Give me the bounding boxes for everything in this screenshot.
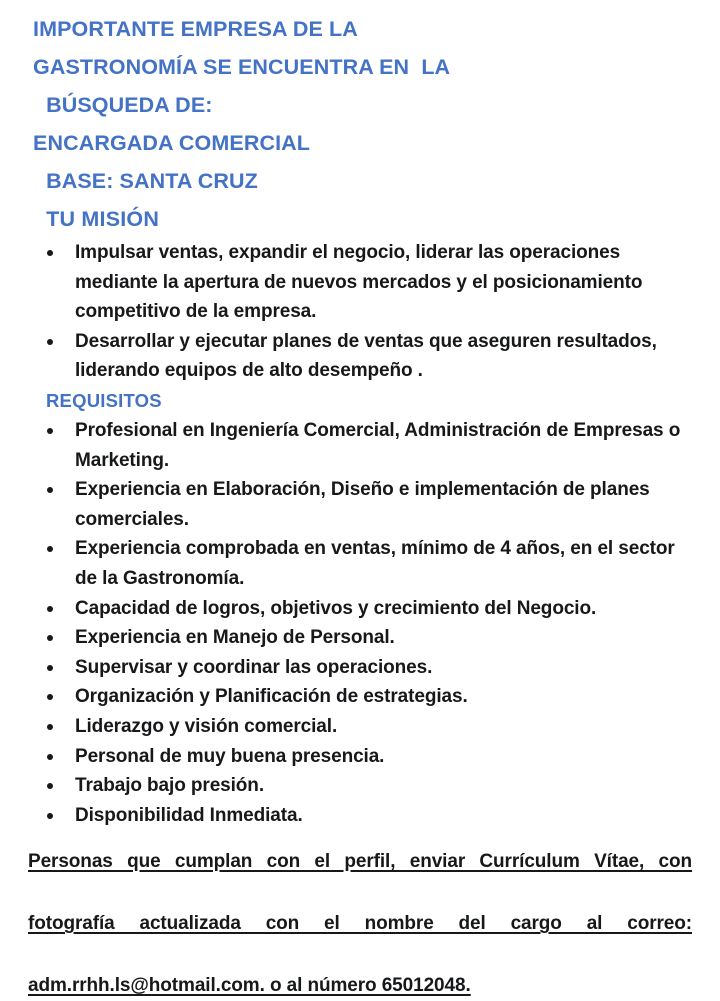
list-item-text: Desarrollar y ejecutar planes de ventas que aseguren resultados, liderando equipos de alto desempeño . xyxy=(75,330,657,382)
requirements-heading: REQUISITOS xyxy=(46,389,162,411)
list-item-text: Organización y Planificación de estrategias. xyxy=(75,686,468,708)
list-item-text: Experiencia en Elaboración, Diseño e implementación de planes comerciales. xyxy=(75,479,650,530)
list-item xyxy=(0,742,720,772)
bullet-dot-icon xyxy=(47,665,53,671)
list-item xyxy=(0,594,720,624)
list-item-text: Experiencia en Manejo de Personal. xyxy=(75,627,395,649)
list-item xyxy=(0,623,720,653)
list-item xyxy=(0,416,720,475)
list-item-text: Capacidad de logros, objetivos y crecimiento del Negocio. xyxy=(75,597,597,619)
bullet-dot-icon xyxy=(47,724,53,730)
list-item xyxy=(0,712,720,742)
bullet-dot-icon xyxy=(47,754,53,760)
bullet-dot-icon xyxy=(47,635,53,641)
list-item-text: Disponibilidad Inmediata. xyxy=(75,804,303,826)
bullet-dot-icon xyxy=(47,250,53,256)
list-item-text: Liderazgo y visión comercial. xyxy=(75,715,338,737)
list-item-text: Profesional en Ingeniería Comercial, Administración de Empresas o Marketing. xyxy=(75,419,681,471)
headline-line-2: GASTRONOMÍA SE ENCUENTRA EN LA xyxy=(33,55,451,79)
bullet-dot-icon xyxy=(47,694,53,700)
list-item-text: Impulsar ventas, expandir el negocio, liderar las operaciones mediante la apertura de nuevos mercados y el posicionamiento competitivo de la empresa. xyxy=(75,242,643,323)
list-item xyxy=(0,327,720,386)
headline-line-3: BÚSQUEDA DE: xyxy=(40,93,213,117)
list-item xyxy=(0,238,720,327)
bullet-dot-icon xyxy=(47,339,53,345)
list-item xyxy=(0,653,720,683)
bullet-dot-icon xyxy=(47,813,53,819)
headline-line-5-location: BASE: SANTA CRUZ xyxy=(40,169,258,193)
headline-block xyxy=(0,0,720,200)
list-item xyxy=(0,771,720,801)
contact-line-3-email-phone[interactable]: adm.rrhh.ls@hotmail.com. o al número 65012048. xyxy=(28,975,471,997)
bullet-dot-icon xyxy=(47,606,53,612)
list-item-text: Experiencia comprobada en ventas, mínimo de 4 años, en el sector de la Gastronomía. xyxy=(75,538,675,589)
list-item xyxy=(0,682,720,712)
list-item-text: Personal de muy buena presencia. xyxy=(75,745,385,767)
list-item-text: Trabajo bajo presión. xyxy=(75,775,264,797)
list-item xyxy=(0,534,720,593)
bullet-dot-icon xyxy=(47,783,53,789)
headline-line-4-job-title: ENCARGADA COMERCIAL xyxy=(33,131,311,155)
contact-line-2: fotografía actualizada con el nombre del cargo al correo: xyxy=(28,913,692,935)
bullet-dot-icon xyxy=(47,546,53,552)
mission-list xyxy=(0,238,720,386)
bullet-dot-icon xyxy=(47,487,53,493)
headline-line-1: IMPORTANTE EMPRESA DE LA xyxy=(33,17,358,41)
list-item xyxy=(0,475,720,534)
list-item-text: Supervisar y coordinar las operaciones. xyxy=(75,656,433,678)
contact-instructions xyxy=(0,830,720,1001)
requirements-list xyxy=(0,416,720,830)
mission-heading: TU MISIÓN xyxy=(40,207,160,231)
contact-line-1: Personas que cumplan con el perfil, enviar Currículum Vítae, con xyxy=(28,851,692,873)
bullet-dot-icon xyxy=(47,428,53,434)
list-item xyxy=(0,801,720,831)
